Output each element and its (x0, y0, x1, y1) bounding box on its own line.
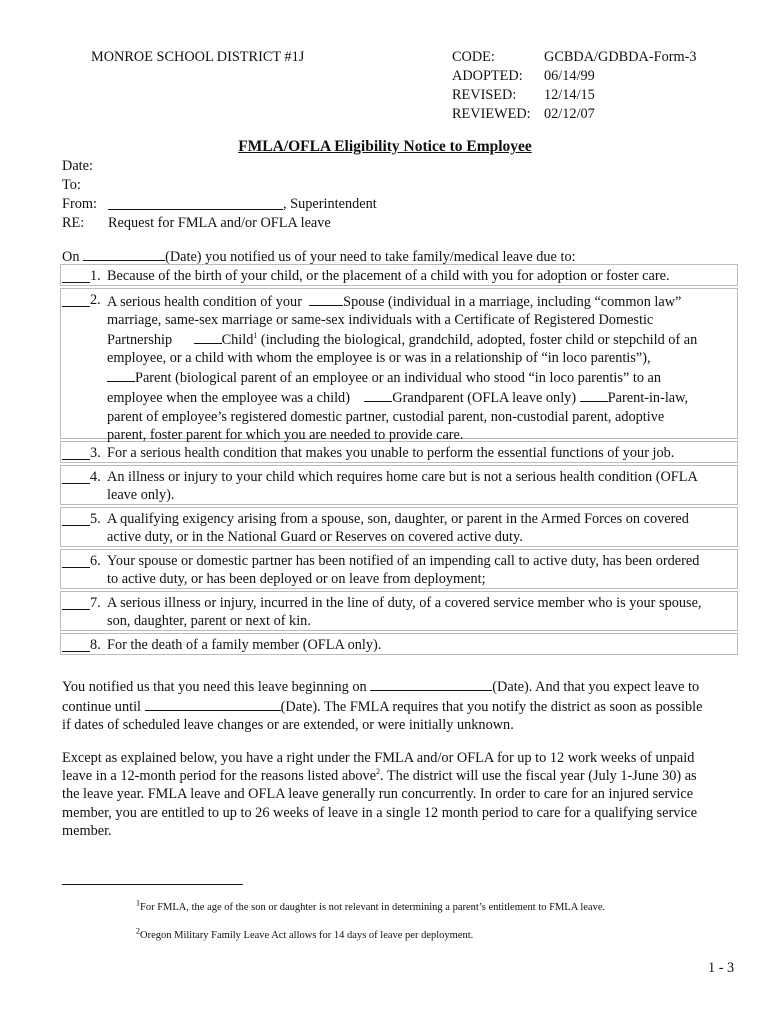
item-2-line-6 (107, 387, 742, 407)
paragraph-line: member, you are entitled to up to 26 weeks of leave in a single 12 month period to care for a qualifying service (62, 804, 698, 821)
meta-key: REVISED: (452, 87, 517, 103)
item-number: 5. (90, 511, 101, 527)
leave-start-date-blank[interactable] (370, 676, 492, 691)
leave-end-date-blank[interactable] (145, 696, 281, 711)
footnote-ref-1: 1 (253, 331, 258, 341)
memo-date-row (62, 157, 377, 176)
intro-text: (Date) you notified us of your need to take family/medical leave due to: (165, 249, 576, 265)
item-line: son, daughter, parent or next of kin. (107, 613, 311, 630)
text-fragment: leave in a 12-month period for the reasons listed above (62, 768, 377, 785)
notice-date-blank[interactable] (83, 246, 165, 261)
item-2-line-1 (107, 291, 742, 311)
text-fragment: employee when the employee was a child) (107, 390, 350, 407)
meta-value: 02/12/07 (544, 106, 595, 122)
superintendent-name-blank[interactable] (108, 195, 283, 210)
item-2-line-5 (107, 367, 742, 387)
paragraph-line: the leave year. FMLA leave and OFLA leave generally run concurrently. In order to care for an injured service (62, 786, 694, 803)
item-number: 2. (90, 292, 101, 308)
paragraph-line: Except as explained below, you have a right under the FMLA and/or OFLA for up to 12 work weeks of unpaid (62, 750, 695, 766)
district-name: MONROE SCHOOL DISTRICT #1J (91, 49, 305, 65)
item-line: leave only). (107, 487, 175, 504)
leave-dates-paragraph (62, 676, 738, 735)
item-line: A qualifying exigency arising from a spouse, son, daughter, or parent in the Armed Forces on covered (107, 511, 689, 527)
page-number: 1 - 3 (708, 960, 735, 976)
memo-block (62, 157, 377, 233)
memo-to-row (62, 176, 377, 195)
item-number: 7. (90, 595, 101, 611)
text-fragment: (including the biological, grandchild, adopted, foster child or stepchild of an (257, 332, 698, 349)
text-fragment: Parent (biological parent of an employee or an individual who stood “in loco parentis” to an (135, 370, 662, 387)
rights-paragraph (62, 749, 738, 840)
footnote-mark: 1 (136, 898, 140, 908)
reason-8-checkbox-blank[interactable] (62, 636, 90, 652)
re-label: RE: (62, 215, 85, 231)
text-fragment: Spouse (individual in a marriage, including “common law” (343, 294, 682, 310)
text-fragment: continue until (62, 699, 142, 716)
meta-adopted (452, 67, 697, 86)
text-fragment: (Date). And that you expect leave to (492, 679, 700, 695)
form-title: FMLA/OFLA Eligibility Notice to Employee (238, 138, 532, 155)
item-2-line-2: marriage, same-sex marriage or same-sex individuals with a Certificate of Registered Domestic (107, 312, 654, 329)
reason-3-checkbox-blank[interactable] (62, 444, 90, 460)
item-2-line-3 (107, 329, 742, 349)
item-text: Because of the birth of your child, or the placement of a child with you for adoption or foster care. (107, 268, 670, 284)
text-fragment: Grandparent (OFLA leave only) (392, 390, 577, 407)
date-label: Date: (62, 158, 93, 174)
text-fragment: Child (221, 332, 254, 349)
footnote-divider (62, 884, 243, 885)
item-text: For the death of a family member (OFLA only). (107, 637, 382, 653)
item-number: 4. (90, 469, 101, 485)
item-2-line-7: parent of employee’s registered domestic partner, custodial parent, non-custodial parent, adoptive (107, 408, 665, 425)
reason-2-checkbox-blank[interactable] (62, 291, 90, 307)
reason-1-checkbox-blank[interactable] (62, 267, 90, 283)
paragraph-line: member. (62, 822, 112, 839)
footnote-mark: 2 (136, 926, 140, 936)
memo-re-row (62, 214, 377, 233)
item-line: An illness or injury to your child which requires home care but is not a serious health condition (OFLA (107, 469, 698, 485)
child-blank[interactable] (194, 329, 222, 344)
meta-key: REVIEWED: (452, 106, 531, 122)
text-fragment: . The district will use the fiscal year (July 1-June 30) as (380, 768, 697, 785)
item-text (107, 291, 742, 444)
footnote-1 (136, 898, 606, 914)
paragraph-line (62, 696, 738, 716)
parent-in-law-blank[interactable] (580, 387, 608, 402)
footnote-text: Oregon Military Family Leave Act allows for 14 days of leave per deployment. (140, 930, 474, 941)
intro-on: On (62, 249, 80, 265)
memo-from-row (62, 195, 377, 214)
paragraph-line (62, 767, 738, 785)
footnote-2 (136, 926, 474, 942)
grandparent-blank[interactable] (364, 387, 392, 402)
paragraph-line: if dates of scheduled leave changes or are extended, or were initially unknown. (62, 717, 514, 734)
text-fragment: You notified us that you need this leave beginning on (62, 679, 367, 695)
parent-blank[interactable] (107, 367, 135, 382)
text-fragment: Partnership (107, 332, 173, 349)
from-suffix: , Superintendent (283, 196, 377, 212)
text-fragment: Parent-in-law, (607, 390, 689, 407)
meta-reviewed (452, 105, 697, 124)
item-number: 3. (90, 445, 101, 461)
re-value: Request for FMLA and/or OFLA leave (108, 215, 331, 231)
meta-code (452, 48, 697, 67)
paragraph-line (62, 676, 738, 696)
item-text (107, 468, 742, 504)
spouse-blank[interactable] (309, 291, 343, 306)
item-line: to active duty, or has been deployed or on leave from deployment; (107, 571, 486, 588)
meta-value: 06/14/99 (544, 68, 595, 84)
footnote-text: For FMLA, the age of the son or daughter is not relevant in determining a parent’s entitlement to FMLA leave. (140, 902, 606, 913)
item-number: 6. (90, 553, 101, 569)
text-fragment: A serious health condition of your (107, 294, 302, 310)
intro-line (62, 246, 576, 266)
policy-meta (452, 48, 697, 124)
from-label: From: (62, 196, 97, 212)
reason-6-checkbox-blank[interactable] (62, 552, 90, 568)
item-text (107, 552, 742, 588)
meta-key: ADOPTED: (452, 68, 523, 84)
item-line: active duty, or in the National Guard or Reserves on covered active duty. (107, 529, 523, 546)
meta-value: 12/14/15 (544, 87, 595, 103)
meta-key: CODE: (452, 49, 495, 65)
item-text (107, 594, 742, 630)
footnote-ref-2: 2 (376, 767, 381, 777)
item-2-line-8: parent, foster parent for which you are needed to provide care. (107, 426, 464, 443)
item-number: 8. (90, 637, 101, 653)
item-line: Your spouse or domestic partner has been notified of an impending call to active duty, has been ordered (107, 553, 700, 569)
item-number: 1. (90, 268, 101, 284)
to-label: To: (62, 177, 81, 193)
item-2-line-4: employee, or a child with whom the employee is or was in a relationship of “in loco parentis”), (107, 350, 651, 367)
reason-4-checkbox-blank[interactable] (62, 468, 90, 484)
item-text (107, 510, 742, 546)
item-line: A serious illness or injury, incurred in the line of duty, of a covered service member who is your spouse, (107, 595, 702, 611)
text-fragment: (Date). The FMLA requires that you notify the district as soon as possible (280, 699, 703, 716)
meta-revised (452, 86, 697, 105)
meta-value: GCBDA/GDBDA-Form-3 (544, 49, 697, 65)
item-text: For a serious health condition that makes you unable to perform the essential functions of your job. (107, 445, 675, 461)
reason-5-checkbox-blank[interactable] (62, 510, 90, 526)
reason-7-checkbox-blank[interactable] (62, 594, 90, 610)
